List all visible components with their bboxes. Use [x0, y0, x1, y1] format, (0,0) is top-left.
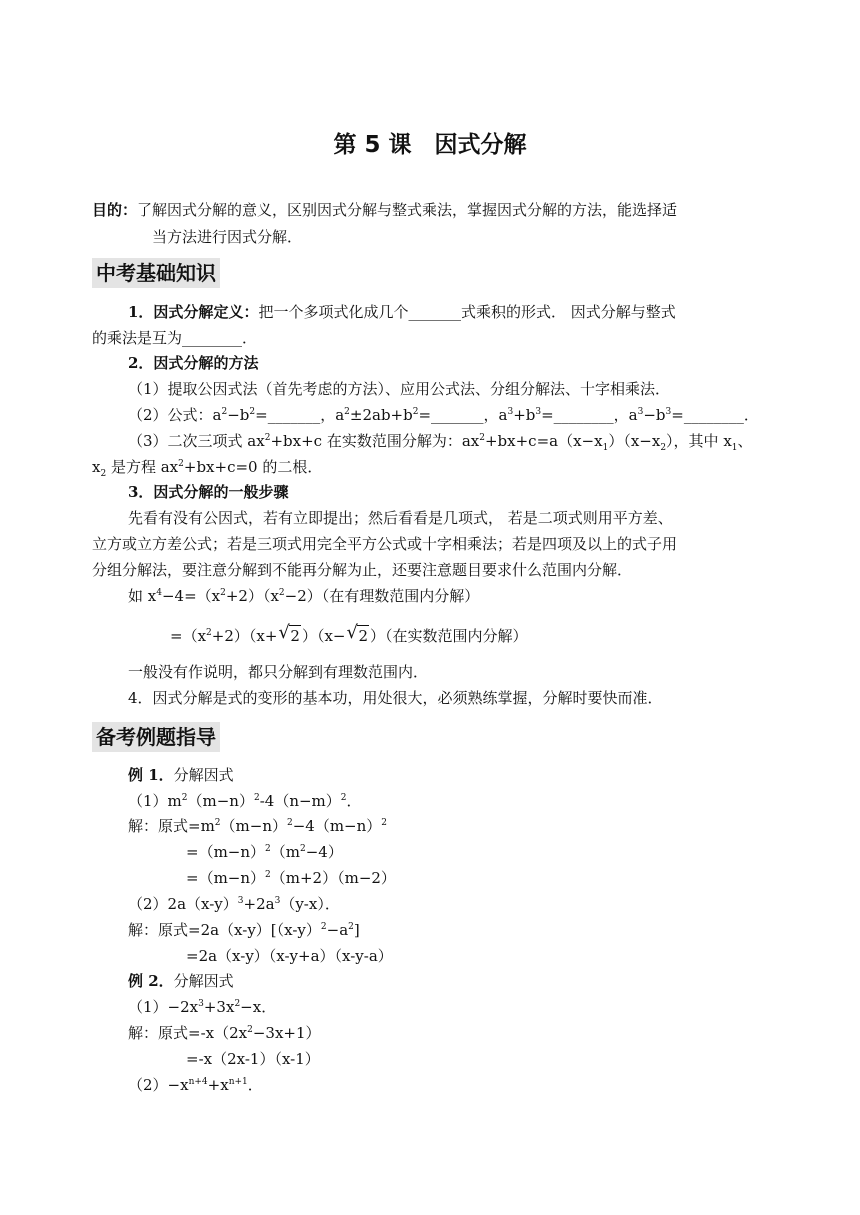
basics-item-4: 4．因式分解是式的变形的基本功，用处很大，必须熟练掌握，分解时要快而准． — [128, 689, 663, 707]
steps-note: 一般没有作说明，都只分解到有理数范围内． — [128, 663, 429, 681]
definition-line-1: 1．因式分解定义：把一个多项式化成几个_______式乘积的形式． 因式分解与整式 — [128, 303, 676, 321]
example-2-solution-1: 解：原式$=-x(2x^2-3x+1)$ — [128, 1024, 321, 1042]
example-1-title: 例 1．分解因式 — [128, 766, 234, 784]
definition-line-2: 的乘法是互为________． — [92, 329, 258, 347]
example-1-solution-3: $=(m-n)^2(m+2)(m-2)$ — [186, 869, 396, 887]
example-2-question-2: $(2)-x^{n+4}+x^{n+1}$． — [128, 1076, 263, 1094]
steps-line-2: 立方或立方差公式；若是三项式用完全平方公式或十字相乘法；若是四项及以上的式子用 — [92, 535, 678, 553]
steps-line-3: 分组分解法，要注意分解到不能再分解为止，还要注意题目要求什么范围内分解． — [92, 561, 633, 579]
steps-heading: 3．因式分解的一般步骤 — [128, 483, 289, 501]
example-1-solution-2: $=(m-n)^2(m^2-4)$ — [186, 843, 343, 861]
example-1-solution-4: 解：原式$=2a(x-y)[(x-y)^2-a^2]$ — [128, 921, 360, 939]
methods-heading: 2．因式分解的方法 — [128, 354, 259, 372]
example-1-question-2: $(2)2a(x-y)^3+2a^3(y-x)$． — [128, 895, 340, 913]
goal-label: 目的： — [92, 201, 138, 219]
example-1-solution-1: 解：原式$=m^2(m-n)^2-4(m-n)^2$ — [128, 817, 388, 835]
goal-line-2: 当方法进行因式分解． — [152, 228, 303, 246]
example-real: $=(x^2+2)(x+√$ 2 ）（x−√ 2 ）（在实数范围内分解） — [170, 625, 528, 646]
sqrt-symbol: √ 2 — [346, 625, 369, 646]
section-heading-examples: 备考例题指导 — [92, 722, 220, 752]
sqrt-symbol: √ 2 — [278, 625, 301, 646]
quadratic-line-2: $x_2$ 是方程 $ax^2+bx+c=0$ 的二根． — [92, 458, 323, 479]
steps-line-1: 先看有没有公因式，若有立即提出；然后看看是几项式， 若是二项式则用平方差、 — [128, 509, 673, 527]
quadratic-line-1: （3）二次三项式 $ax^2+bx+c$ 在实数范围分解为：$ax^2+bx+c=a(x-x_1)(x-x_2)$，其中 $x_1$、 — [128, 432, 753, 453]
page-title: 第 5 课 因式分解 — [333, 132, 527, 158]
goal-line-1: 目的：了解因式分解的意义，区别因式分解与整式乘法，掌握因式分解的方法，能选择适 — [92, 201, 678, 219]
example-1-question-1: $(1)m^2(m-n)^2-4(n-m)^2$． — [128, 792, 362, 810]
example-1-solution-5: =2a（x-y）（x-y+a）（x-y-a） — [186, 947, 393, 965]
section-heading-basics: 中考基础知识 — [92, 258, 220, 288]
example-2-solution-2: =-x（2x-1）（x-1） — [186, 1050, 320, 1068]
example-2-title: 例 2．分解因式 — [128, 972, 234, 990]
example-2-question-1: $(1)-2x^3+3x^2-x$． — [128, 998, 277, 1016]
methods-line-1: （1）提取公因式法（首先考虑的方法）、应用公式法、分组分解法、十字相乘法． — [128, 380, 671, 398]
example-rational: 如 $x^4-4=(x^2+2)(x^2-2)$（在有理数范围内分解） — [128, 587, 480, 605]
formula-line: （2）公式：$a^2-b^2=\_\_\_\_\_\_\_$，$a^2\pm 2ab+b^2=\_\_\_\_\_\_\_$，$a^3+b^3=\_\_\_\_\_\_\_\_$，$a^3-b^3=\_\_\_\_\_\_\_\_$． — [128, 406, 759, 424]
